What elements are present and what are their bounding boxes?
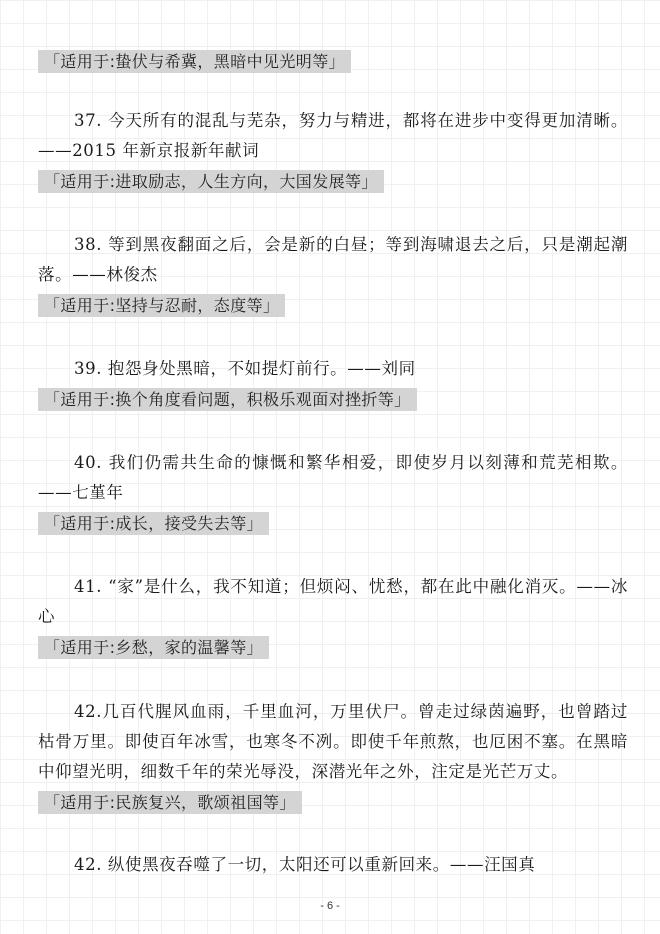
quote-entry-37: [38, 106, 628, 193]
quote-entry-41: [38, 572, 628, 659]
top-tag-block: [38, 46, 628, 73]
usage-tag: 「适用于:进取励志，人生方向，大国发展等」: [38, 170, 384, 193]
quote-entry-40: [38, 448, 628, 535]
quote-entry-42a: [38, 697, 628, 814]
usage-tag: 「适用于:换个角度看问题，积极乐观面对挫折等」: [38, 388, 417, 411]
quote-entry-42b: [38, 850, 628, 880]
quote-text: 40. 我们仍需共生命的慷慨和繁华相爱，即使岁月以刻薄和荒芜相欺。——七堇年: [38, 453, 628, 502]
usage-tag: 「适用于:蛰伏与希冀，黑暗中见光明等」: [38, 50, 351, 73]
quote-text: 38. 等到黑夜翻面之后，会是新的白昼；等到海啸退去之后，只是潮起潮落。——林俊杰: [38, 235, 628, 284]
quote-text: 41. “家”是什么，我不知道；但烦闷、忧愁，都在此中融化消灭。——冰心: [38, 577, 628, 626]
quote-text: 37. 今天所有的混乱与芜杂，努力与精进，都将在进步中变得更加清晰。——2015 年新京报新年献词: [38, 111, 628, 160]
usage-tag: 「适用于:乡愁，家的温馨等」: [38, 636, 269, 659]
quote-entry-39: [38, 354, 628, 411]
usage-tag: 「适用于:坚持与忍耐，态度等」: [38, 294, 285, 317]
quote-entry-38: [38, 230, 628, 317]
quote-text: 42. 纵使黑夜吞噬了一切，太阳还可以重新回来。——汪国真: [74, 855, 536, 874]
usage-tag: 「适用于:成长，接受失去等」: [38, 512, 269, 535]
usage-tag: 「适用于:民族复兴，歌颂祖国等」: [38, 791, 302, 814]
quote-text: 39. 抱怨身处黑暗，不如提灯前行。——刘同: [74, 359, 416, 378]
page-number: - 6 -: [320, 900, 340, 912]
quote-text: 42.几百代腥风血雨，千里血河，万里伏尸。曾走过绿茵遍野，也曾踏过枯骨万里。即使百年冰雪，也寒冬不冽。即使千年煎熬，也厄困不塞。在黑暗中仰望光明，细数千年的荣光辱没，深潜光年之外，注定是光芒万丈。: [38, 702, 628, 781]
